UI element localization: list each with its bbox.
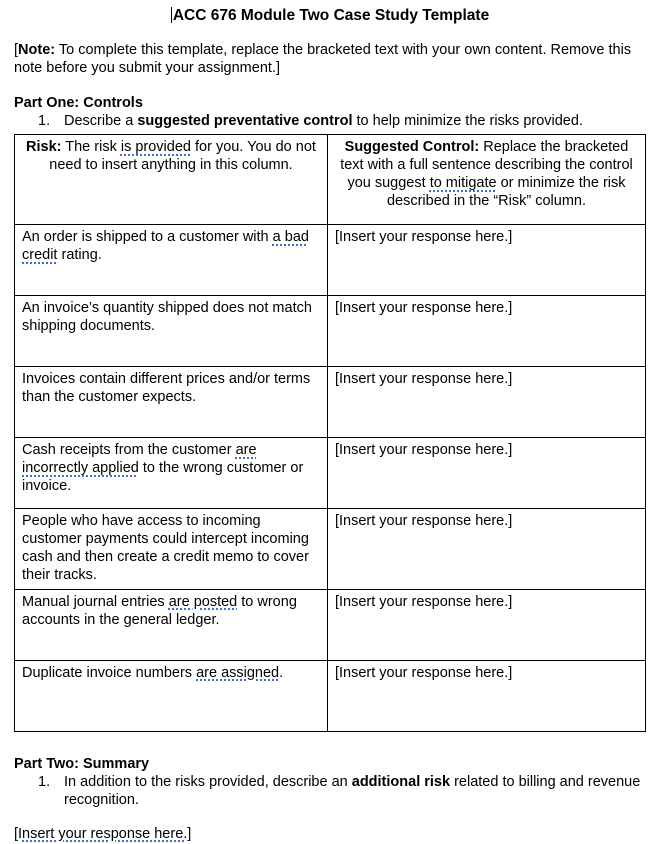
risk-text: People who have access to incoming customer payments could intercept incoming cash and then create a credit memo to cover their tracks. — [22, 513, 309, 583]
table-row — [15, 225, 646, 296]
footer-response-line[interactable] — [14, 826, 646, 844]
risk-text: rating. — [57, 247, 102, 264]
item-text-pre: Describe a — [64, 113, 138, 130]
risk-cell — [15, 367, 328, 438]
item-text-bold: additional risk — [351, 773, 451, 790]
response-placeholder-cell[interactable] — [327, 225, 645, 296]
response-placeholder-cell[interactable] — [327, 367, 645, 438]
note-bracket: [ — [14, 42, 19, 59]
risk-cell — [15, 660, 328, 731]
controls-table-body — [15, 225, 646, 732]
table-row — [15, 296, 646, 367]
response-placeholder-text: [Insert your response here.] — [14, 825, 192, 842]
list-number: 1. — [38, 113, 51, 130]
part-two-item — [14, 774, 646, 810]
grammar-flagged-text: are posted — [168, 593, 238, 610]
risk-text: to the wrong customer or invoice. — [22, 460, 304, 495]
part-two-item-text — [64, 774, 646, 810]
item-text-post: to help minimize the risks provided. — [352, 113, 583, 130]
note-text: To complete this template, replace the bracketed text with your own content. Remove this note before you submit your assignment.] — [14, 42, 632, 77]
response-placeholder-text: [Insert your response here.] — [334, 593, 513, 610]
table-row — [15, 438, 646, 509]
control-header-text-post: or minimize the risk described in the “Risk” column. — [386, 175, 626, 209]
risk-cell — [15, 509, 328, 590]
response-placeholder-text: [Insert your response here.] — [334, 371, 513, 388]
risk-text: An order is shipped to a customer with — [22, 229, 273, 246]
response-placeholder-text: [Insert your response here.] — [334, 664, 513, 681]
risk-header-text-pre: The risk — [61, 139, 121, 156]
table-row — [15, 367, 646, 438]
risk-text: to wrong accounts in the general ledger. — [22, 593, 297, 628]
response-placeholder-cell[interactable] — [327, 589, 645, 660]
risk-cell — [15, 589, 328, 660]
control-header-text-pre: Replace the bracketed text with a full sentence describing the control you suggest — [340, 139, 633, 192]
response-placeholder-text: [Insert your response here.] — [334, 442, 513, 459]
response-placeholder-text: [Insert your response here.] — [334, 300, 513, 317]
table-row — [15, 509, 646, 590]
controls-table — [14, 134, 646, 732]
risk-cell — [15, 296, 328, 367]
grammar-flagged-text: are assigned — [196, 664, 280, 681]
item-text-pre: In addition to the risks provided, describe an — [64, 773, 352, 790]
list-number: 1. — [38, 773, 51, 790]
item-text-post: related to billing and revenue recognition. — [64, 773, 641, 808]
control-header-cell — [327, 135, 645, 225]
risk-text: Manual journal entries — [22, 593, 169, 610]
part-one-heading: Part One: Controls — [14, 95, 143, 112]
table-row — [15, 589, 646, 660]
response-placeholder-cell[interactable] — [327, 660, 645, 731]
risk-header-text-post: for you. You do not need to insert anything in this column. — [49, 139, 316, 174]
risk-text: Cash receipts from the customer — [22, 442, 236, 459]
part-one-item-text — [64, 113, 646, 131]
response-placeholder-cell[interactable] — [327, 296, 645, 367]
part-two-heading: Part Two: Summary — [14, 755, 150, 772]
risk-cell — [15, 438, 328, 509]
response-placeholder-cell[interactable] — [327, 438, 645, 509]
grammar-flagged-text: is provided — [120, 139, 191, 156]
part-one-item — [14, 113, 646, 131]
note-label: Note: — [18, 42, 56, 59]
item-text-bold: suggested preventative control — [137, 113, 353, 130]
risk-cell — [15, 225, 328, 296]
table-row — [15, 660, 646, 731]
risk-text: Invoices contain different prices and/or terms than the customer expects. — [22, 371, 311, 406]
grammar-flagged-text: a bad credit — [22, 229, 309, 264]
risk-header-label: Risk: — [26, 139, 62, 156]
control-header-label: Suggested Control: — [344, 139, 480, 156]
note-paragraph — [14, 42, 646, 78]
controls-table-header — [15, 135, 646, 225]
risk-header-cell — [15, 135, 328, 225]
grammar-flagged-text: are incorrectly applied — [22, 442, 257, 477]
document-title: ACC 676 Module Two Case Study Template — [172, 7, 490, 24]
risk-text: Duplicate invoice numbers — [22, 664, 197, 681]
response-placeholder-text: [Insert your response here.] — [334, 513, 513, 530]
text-cursor — [171, 7, 172, 23]
response-placeholder-cell[interactable] — [327, 509, 645, 590]
document-title-line — [14, 6, 646, 25]
response-placeholder-text: [Insert your response here.] — [334, 229, 513, 246]
risk-text: . — [279, 664, 284, 681]
table-header-row — [15, 135, 646, 225]
risk-text: An invoice’s quantity shipped does not match shipping documents. — [22, 300, 312, 335]
grammar-flagged-text: to mitigate — [429, 175, 497, 192]
